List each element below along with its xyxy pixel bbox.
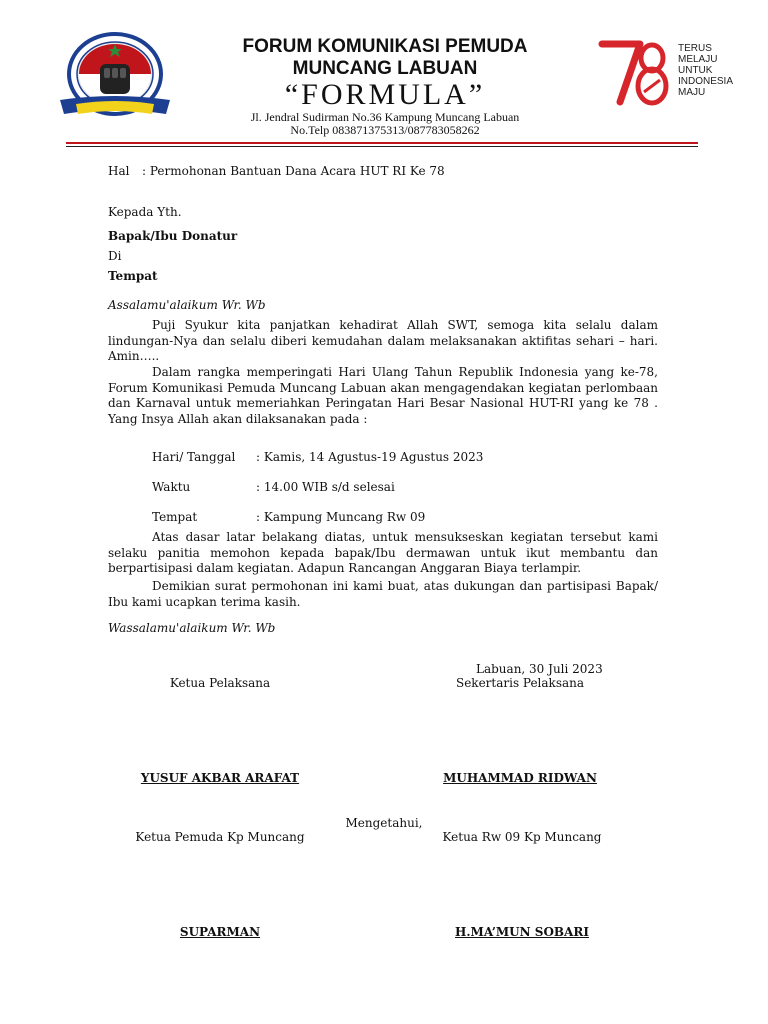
role-ketua-pelaksana: Ketua Pelaksana <box>169 676 271 690</box>
formula-logo <box>56 30 174 124</box>
detail-value-time: : 14.00 WIB s/d selesai <box>256 480 395 494</box>
signatory-ketua-rw: H.MA’MUN SOBARI <box>455 925 589 939</box>
letterhead-rule-black <box>66 146 698 147</box>
paragraph-3: Atas dasar latar belakang diatas, untuk mensukseskan kegiatan tersebut kami selaku panitia memohon kepada bapak/Ibu dermawan untuk ikut membantu dan berpartisipasi dalam kegiatan. Adapun Rancangan Anggaran Biaya terlampir. <box>108 530 658 575</box>
role-ketua-pemuda: Ketua Pemuda Kp Muncang <box>135 830 305 844</box>
mengetahui-label: Mengetahui, <box>345 816 423 830</box>
detail-label-time: Waktu <box>152 480 191 494</box>
closing-greeting: Wassalamu'alaikum Wr. Wb <box>108 621 276 635</box>
org-name-line1: FORUM KOMUNIKASI PEMUDA <box>242 36 528 57</box>
org-address: Jl. Jendral Sudirman No.36 Kampung Muncang Labuan <box>250 110 520 124</box>
hut-ri-tagline: TERUS MELAJU UNTUK INDONESIA MAJU <box>678 43 734 98</box>
role-ketua-rw: Ketua Rw 09 Kp Muncang <box>442 830 602 844</box>
subject-label: Hal <box>108 164 130 178</box>
subject-value: : Permohonan Bantuan Dana Acara HUT RI Ke 78 <box>142 164 445 178</box>
org-name-line2: MUNCANG LABUAN <box>292 58 478 79</box>
kepada-yth: Kepada Yth. <box>108 205 182 219</box>
recipient-place: Tempat <box>108 269 158 283</box>
recipient-di: Di <box>108 249 122 263</box>
detail-value-place: : Kampung Muncang Rw 09 <box>256 510 426 524</box>
detail-label-date: Hari/ Tanggal <box>152 450 236 464</box>
opening-greeting: Assalamu'alaikum Wr. Wb <box>108 298 266 312</box>
detail-value-date: : Kamis, 14 Agustus-19 Agustus 2023 <box>256 450 484 464</box>
org-short-name: “FORMULA” <box>284 78 486 111</box>
org-phone: No.Telp 083871375313/087783058262 <box>290 123 480 137</box>
detail-label-place: Tempat <box>152 510 198 524</box>
letterhead-rule-red <box>66 142 698 144</box>
recipient-name: Bapak/Ibu Donatur <box>108 229 238 243</box>
paragraph-2: Dalam rangka memperingati Hari Ulang Tahun Republik Indonesia yang ke-78, Forum Komunikasi Pemuda Muncang Labuan akan mengagendakan kegiatan perlombaan dan Karnaval untuk memeriahkan Peringatan Hari Besar Nasional HUT-RI yang ke 78 . Yang Insya Allah akan dilaksanakan pada : <box>108 365 658 426</box>
paragraph-1: Puji Syukur kita panjatkan kehadirat Allah SWT, semoga kita selalu dalam lindungan-Nya dan selalu diberi kemudahan dalam melaksanakan aktifitas sehari – hari. Amin….. <box>108 318 658 363</box>
role-sekertaris-pelaksana: Sekertaris Pelaksana <box>455 676 585 690</box>
signatory-ketua-pemuda: SUPARMAN <box>179 925 261 939</box>
place-date: Labuan, 30 Juli 2023 <box>476 662 603 676</box>
signatory-ketua-pelaksana: YUSUF AKBAR ARAFAT <box>140 771 300 785</box>
signatory-sekertaris-pelaksana: MUHAMMAD RIDWAN <box>443 771 597 785</box>
paragraph-4: Demikian surat permohonan ini kami buat, atas dukungan dan partisipasi Bapak/ Ibu kami ucapkan terima kasih. <box>108 579 658 609</box>
